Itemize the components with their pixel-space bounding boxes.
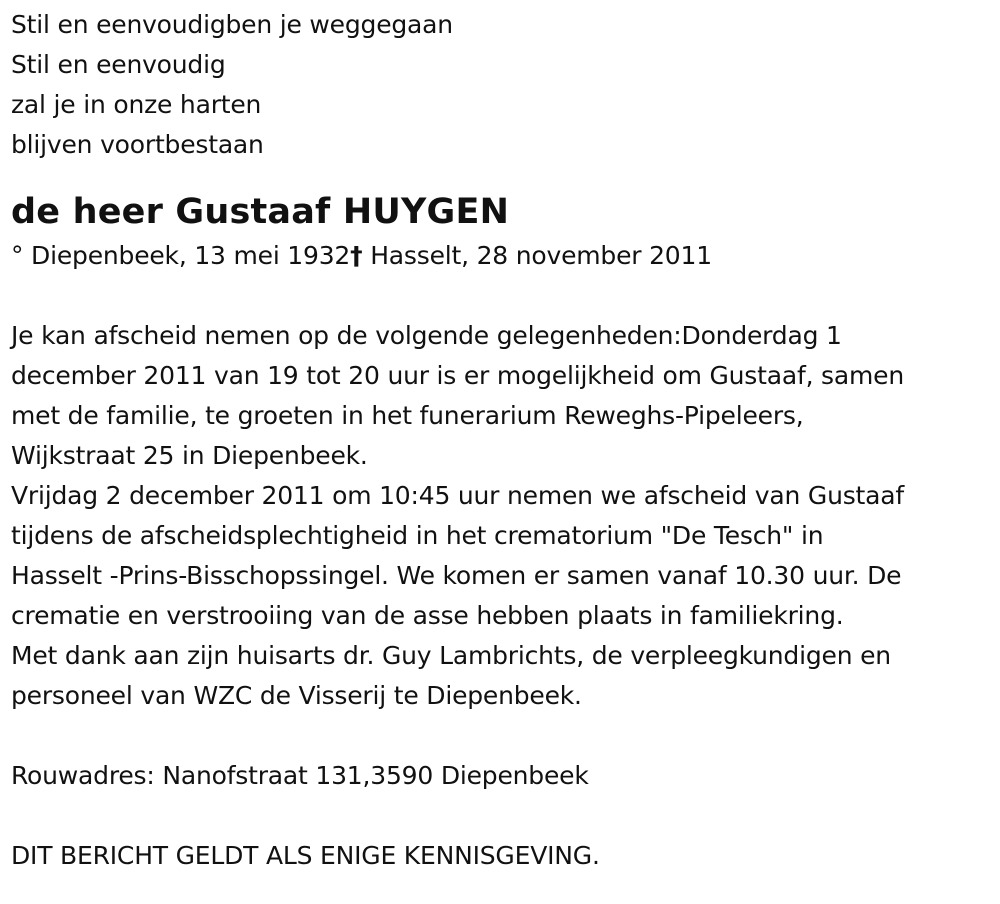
mourning-address: Rouwadres: Nanofstraat 131,3590 Diepenbeek <box>11 761 589 790</box>
body-line: Hasselt -Prins-Bisschopssingel. We komen er samen vanaf 10.30 uur. De <box>11 561 902 590</box>
body-line: Je kan afscheid nemen op de volgende gelegenheden:Donderdag 1 <box>11 321 842 350</box>
spacer <box>11 276 986 316</box>
notice-statement: DIT BERICHT GELDT ALS ENIGE KENNISGEVING. <box>11 841 600 870</box>
body-line: met de familie, te groeten in het funerarium Reweghs-Pipeleers, <box>11 401 804 430</box>
spacer <box>11 716 986 756</box>
birth-info: ° Diepenbeek, 13 mei 1932 <box>11 241 351 270</box>
body-line: Met dank aan zijn huisarts dr. Guy Lambrichts, de verpleegkundigen en <box>11 641 891 670</box>
poem <box>11 5 986 165</box>
life-dates <box>11 236 986 276</box>
body-line: december 2011 van 19 tot 20 uur is er mogelijkheid om Gustaaf, samen <box>11 361 904 390</box>
poem-line: zal je in onze harten <box>11 90 262 119</box>
spacer <box>11 796 986 836</box>
poem-line: blijven voortbestaan <box>11 130 264 159</box>
poem-line: Stil en eenvoudig <box>11 50 226 79</box>
funeral-details <box>11 316 986 716</box>
body-line: personeel van WZC de Visserij te Diepenbeek. <box>11 681 582 710</box>
deceased-name: de heer Gustaaf HUYGEN <box>11 192 510 232</box>
cross-icon: † <box>350 241 363 270</box>
body-line: Vrijdag 2 december 2011 om 10:45 uur nemen we afscheid van Gustaaf <box>11 481 905 510</box>
obituary-notice <box>11 0 986 876</box>
poem-line: Stil en eenvoudigben je weggegaan <box>11 10 453 39</box>
body-line: crematie en verstrooiing van de asse hebben plaats in familiekring. <box>11 601 844 630</box>
death-info: Hasselt, 28 november 2011 <box>362 241 712 270</box>
body-line: tijdens de afscheidsplechtigheid in het crematorium "De Tesch" in <box>11 521 824 550</box>
body-line: Wijkstraat 25 in Diepenbeek. <box>11 441 368 470</box>
